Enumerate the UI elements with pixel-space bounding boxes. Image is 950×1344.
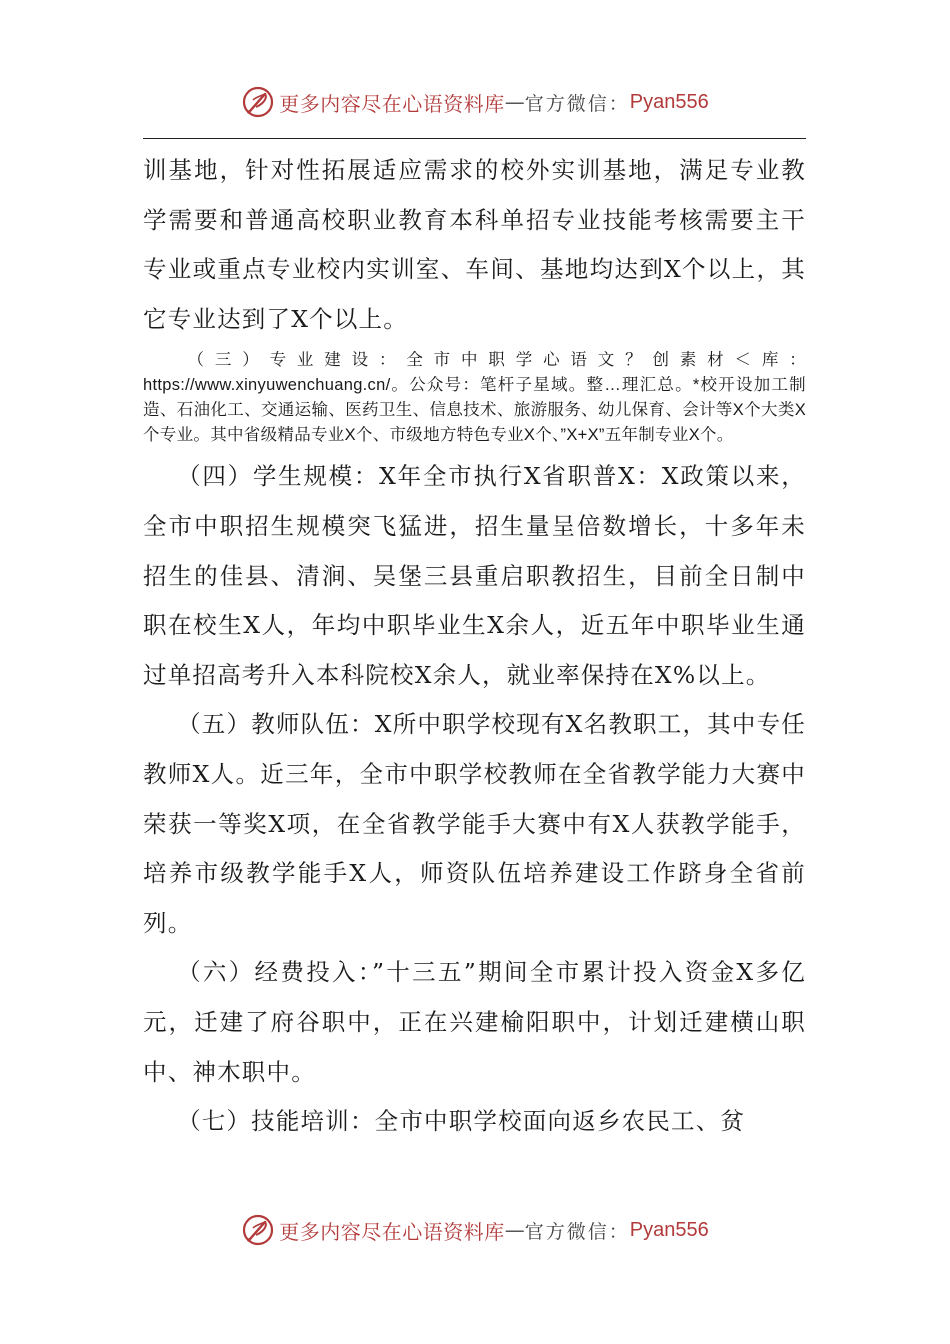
quill-logo-icon: [241, 85, 275, 119]
header-banner: [0, 80, 950, 124]
paragraph-student-scale: （四）学生规模：X年全市执行X省职普X：X政策以来，全市中职招生规模突飞猛进，招生量呈倍数增长，十多年未招生的佳县、清涧、吴堡三县重启职教招生，目前全日制中职在校生X人，年均中职毕业生X余人，近五年中职毕业生通过单招高考升入本科院校X余人，就业率保持在X%以上。: [143, 462, 806, 689]
wechat-id: Pyan556: [629, 90, 709, 113]
wechat-label: 官方微信：: [524, 1220, 630, 1243]
wechat-id: Pyan556: [629, 1218, 709, 1241]
promo-separator: —: [504, 1218, 525, 1242]
footer-banner: [0, 1208, 950, 1252]
paragraph-continuation: 训基地，针对性拓展适应需求的校外实训基地，满足专业教学需要和普通高校职业教育本科单招专业技能考核需要主干专业或重点专业校内实训室、车间、基地均达到X个以上，其它专业达到了X个以上。: [143, 156, 806, 333]
promo-text: 更多内容尽在心语资料库: [279, 1219, 505, 1244]
header-divider: [143, 138, 806, 139]
document-body: [143, 146, 806, 1147]
paragraph-skill-training: （七）技能培训：全市中职学校面向返乡农民工、贫: [177, 1107, 746, 1136]
wechat-label: 官方微信：: [524, 92, 630, 115]
promo-text: 更多内容尽在心语资料库: [279, 91, 505, 116]
paragraph-teacher-team: （五）教师队伍：X所中职学校现有X名教职工，其中专任教师X人。近三年，全市中职学校教师在全省教学能力大赛中荣获一等奖X项，在全省教学能手大赛中有X人获教学能手，培养市级教学能手X人，师资队伍培养建设工作跻身全省前列。: [143, 710, 806, 937]
quill-logo-icon: [241, 1213, 275, 1247]
paragraph-major-construction: （三）专业建设：全市中职学心语文？创素材＜库：https://www.xinyuwenchuang.cn/。公众号：笔杆子星域。整…理汇总。*校开设加工制造、石油化工、交通运输、医药卫生、信息技术、旅游服务、幼儿保育、会计等X个大类X个专业。其中省级精品专业X个、市级地方特色专业X个、”X+X”五年制专业X个。: [143, 351, 806, 445]
promo-separator: —: [504, 90, 525, 114]
paragraph-funding: （六）经费投入：”十三五”期间全市累计投入资金X多亿元，迁建了府谷职中，正在兴建榆阳职中，计划迁建横山职中、神木职中。: [143, 958, 806, 1086]
